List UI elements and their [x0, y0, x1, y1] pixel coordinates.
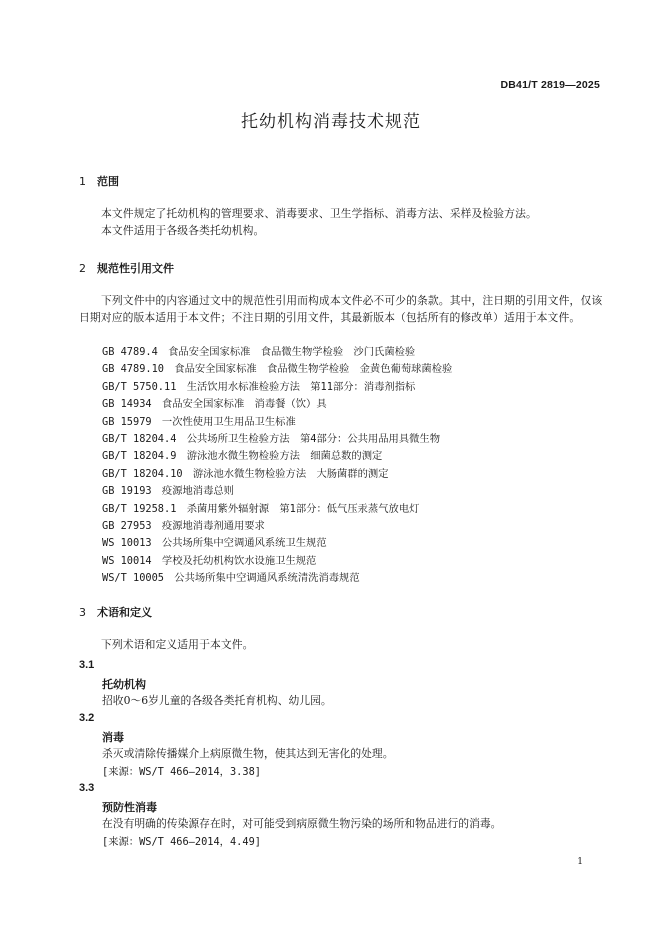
section-number: 2	[79, 262, 86, 275]
page-number: 1	[577, 857, 583, 867]
reference-item: GB 14934 食品安全国家标准 消毒餐（饮）具	[102, 398, 327, 411]
reference-item: GB 4789.4 食品安全国家标准 食品微生物学检验 沙门氏菌检验	[102, 346, 416, 358]
term-number: 3.1	[79, 659, 95, 671]
term-number: 3.3	[79, 782, 95, 794]
term-definition: 杀灭或清除传播媒介上病原微生物，使其达到无害化的处理。	[102, 747, 394, 760]
reference-item: GB 15979 一次性使用卫生用品卫生标准	[102, 415, 296, 428]
reference-item: GB/T 18204.10 游泳池水微生物检验方法 大肠菌群的测定	[102, 467, 389, 480]
section-1-heading	[79, 173, 119, 189]
term-source: [来源：WS/T 466—2014，3.38]	[102, 766, 261, 778]
terms-intro: 下列术语和定义适用于本文件。	[101, 638, 254, 651]
standard-code: DB41/T 2819—2025	[500, 79, 600, 91]
section-2-heading	[79, 260, 174, 276]
term-definition: 在没有明确的传染源存在时，对可能受到病原微生物污染的场所和物品进行的消毒。	[102, 817, 502, 830]
reference-item: GB 27953 疫源地消毒剂通用要求	[102, 520, 265, 533]
reference-item: GB 4789.10 食品安全国家标准 食品微生物学检验 金黄色葡萄球菌检验	[102, 363, 453, 376]
term-source: [来源：WS/T 466—2014，4.49]	[102, 836, 261, 848]
term-name: 托幼机构	[102, 678, 146, 691]
scope-paragraph-2: 本文件适用于各级各类托幼机构。	[101, 224, 265, 237]
section-number: 1	[79, 175, 86, 188]
reference-item: WS 10013 公共场所集中空调通风系统卫生规范	[102, 537, 327, 550]
reference-item: GB/T 19258.1 杀菌用紫外辐射源 第1部分：低气压汞蒸气放电灯	[102, 502, 420, 515]
term-name: 消毒	[102, 731, 124, 744]
section-title: 术语和定义	[97, 606, 152, 619]
term-number: 3.2	[79, 712, 95, 724]
term-name: 预防性消毒	[102, 801, 157, 814]
scope-paragraph-1: 本文件规定了托幼机构的管理要求、消毒要求、卫生学指标、消毒方法、采样及检验方法。	[101, 207, 537, 220]
section-3-heading	[79, 604, 152, 620]
section-title: 范围	[97, 175, 119, 188]
reference-item: GB/T 5750.11 生活饮用水标准检验方法 第11部分：消毒剂指标	[102, 380, 416, 393]
reference-item: WS/T 10005 公共场所集中空调通风系统清洗消毒规范	[102, 572, 360, 585]
term-definition: 招收0～6岁儿童的各级各类托育机构、幼儿园。	[102, 694, 332, 707]
section-number: 3	[79, 606, 86, 619]
reference-item: GB 19193 疫源地消毒总则	[102, 485, 234, 498]
reference-list	[102, 344, 452, 588]
document-title: 托幼机构消毒技术规范	[241, 112, 421, 132]
section-title: 规范性引用文件	[97, 262, 174, 275]
reference-item: GB/T 18204.4 公共场所卫生检验方法 第4部分：公共用品用具微生物	[102, 433, 441, 446]
reference-item: GB/T 18204.9 游泳池水微生物检验方法 细菌总数的测定	[102, 450, 383, 463]
reference-item: WS 10014 学校及托幼机构饮水设施卫生规范	[102, 554, 317, 567]
references-intro: 下列文件中的内容通过文中的规范性引用而构成本文件必不可少的条款。其中，注日期的引用文件，仅该日期对应的版本适用于本文件；不注日期的引用文件，其最新版本（包括所有的修改单）适用于本文件。	[79, 294, 603, 324]
